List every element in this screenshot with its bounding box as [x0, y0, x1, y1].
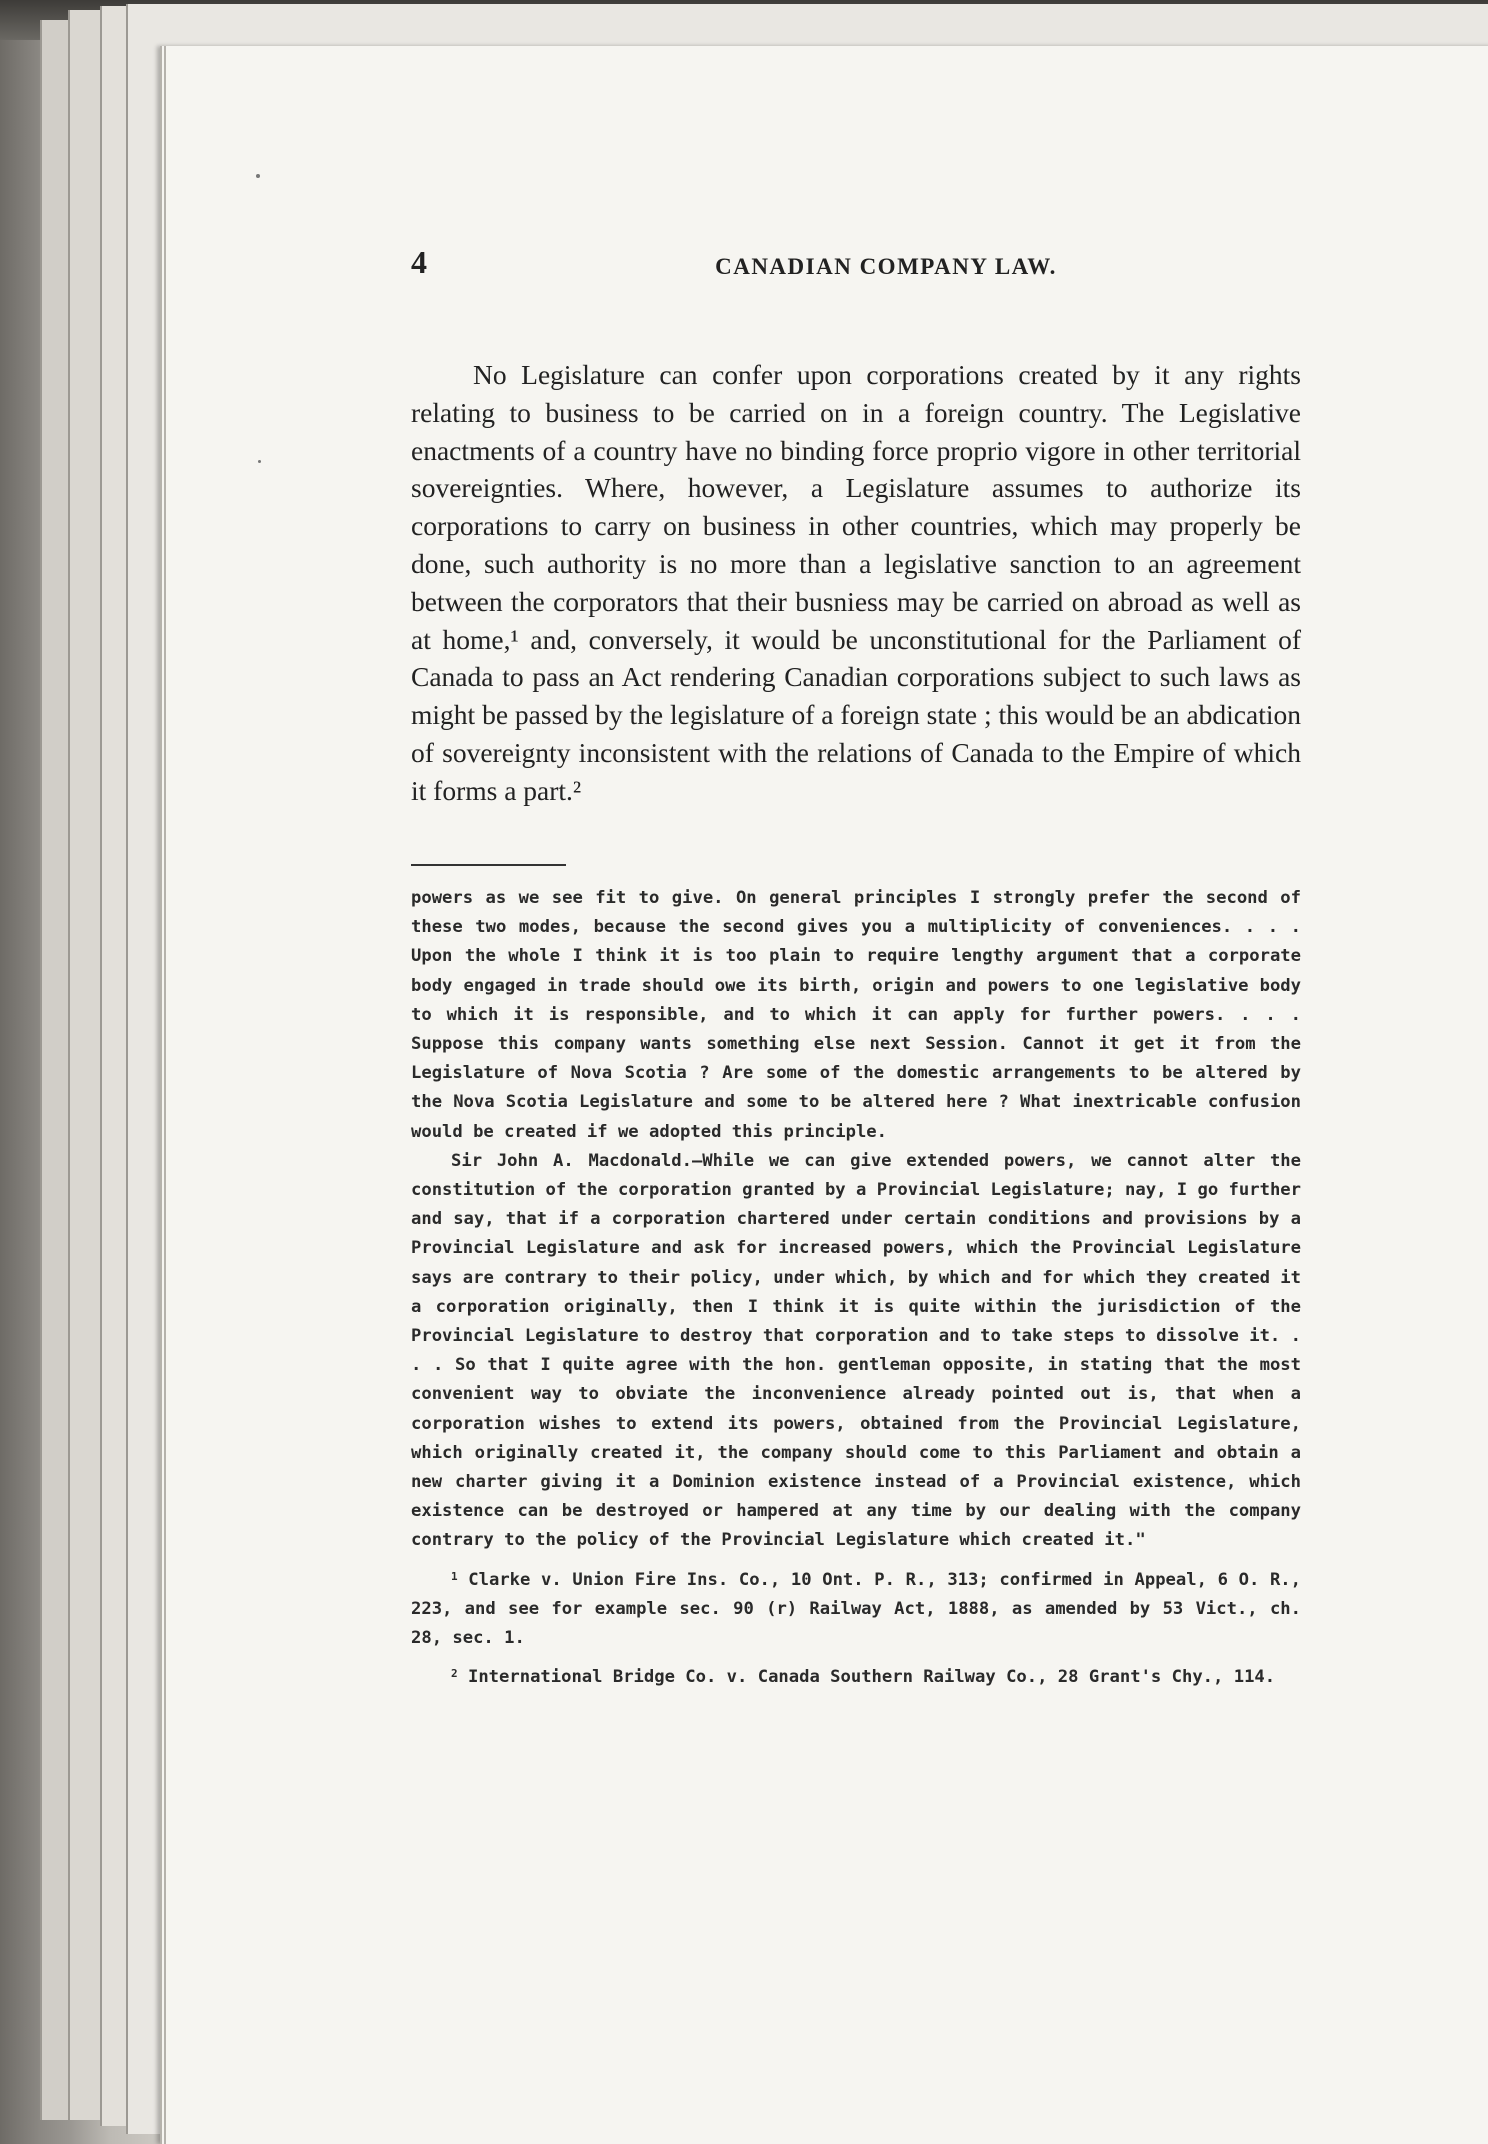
footnote-1-text: Clarke v. Union Fire Ins. Co., 10 Ont. P. R., 313; confirmed in Appeal, 6 O. R., 223, and see for example sec. 90 (r) Railway Act, 1888, as amended by 53 Vict., ch. 28, sec. 1. [411, 1569, 1301, 1649]
running-head [411, 244, 1301, 284]
page-number: 4 [411, 244, 427, 280]
footnotes [411, 884, 1301, 1692]
running-title: CANADIAN COMPANY LAW. [715, 254, 1057, 279]
macdonald-quote: Sir John A. Macdonald.—While we can give extended powers, we cannot alter the constitution of the corporation granted by a Provincial Legislature; nay, I go further and say, that if a corporation chartered under certain conditions and provisions by a Provincial Legislature and ask for increased powers, which the Provincial Legislature says are contrary to their policy, under which, by which and for which they created it a corporation originally, then I think it is quite within the jurisdiction of the Provincial Legislature to destroy that corporation and to take steps to dissolve it. . . . So that I quite agree with the hon. gentleman opposite, in stating that the most convenient way to obviate the inconvenience already pointed out is, that when a corporation wishes to extend its powers, obtained from the Provincial Legislature, which originally created it, the company should come to this Parliament and obtain a new charter giving it a Dominion existence instead of a Provincial existence, which existence can be destroyed or hampered at any time by our dealing with the company contrary to the policy of the Provincial Legislature which created it." [411, 1150, 1301, 1551]
footnote-rule [411, 864, 566, 866]
scan-speck [258, 460, 261, 463]
body-paragraph: No Legislature can confer upon corporations created by it any rights relating to business to be carried on in a foreign country. The Legislative enactments of a country have no binding force proprio vigore in other territorial sovereignties. Where, however, a Legislature assumes to authorize its corporations to carry on business in other countries, which may properly be done, such authority is no more than a legislative sanction to an agreement between the corporators that their busniess may be carried on abroad as well as at home,¹ and, conversely, it would be unconstitutional for the Parliament of Canada to pass an Act rendering Canadian corporations subject to such laws as might be passed by the legislature of a foreign state ; this would be an abdication of sovereignty inconsistent with the relations of Canada to the Empire of which it forms a part.² [411, 359, 1301, 806]
footnote-1-marker: 1 [451, 1569, 458, 1583]
footnote-2-marker: 2 [451, 1667, 458, 1681]
scan-speck [256, 174, 260, 178]
footnote-2 [411, 1659, 1301, 1692]
book-page [160, 46, 1488, 2144]
continued-quote: powers as we see fit to give. On general principles I strongly prefer the second of these two modes, because the second gives you a multiplicity of conveniences. . . . Upon the whole I think it is too plain to require lengthy argument that a corporate body engaged in trade should owe its birth, origin and powers to one legislative body to which it is responsible, and to which it can apply for further powers. . . . Suppose this company wants something else next Session. Cannot it get it from the Legislature of Nova Scotia ? Are some of the domestic arrangements to be altered by the Nova Scotia Legislature and some to be altered here ? What inextricable confusion would be created if we adopted this principle. [411, 888, 1301, 1142]
footnote-2-text: International Bridge Co. v. Canada Southern Railway Co., 28 Grant's Chy., 114. [467, 1667, 1276, 1688]
footnote-1 [411, 1562, 1301, 1654]
